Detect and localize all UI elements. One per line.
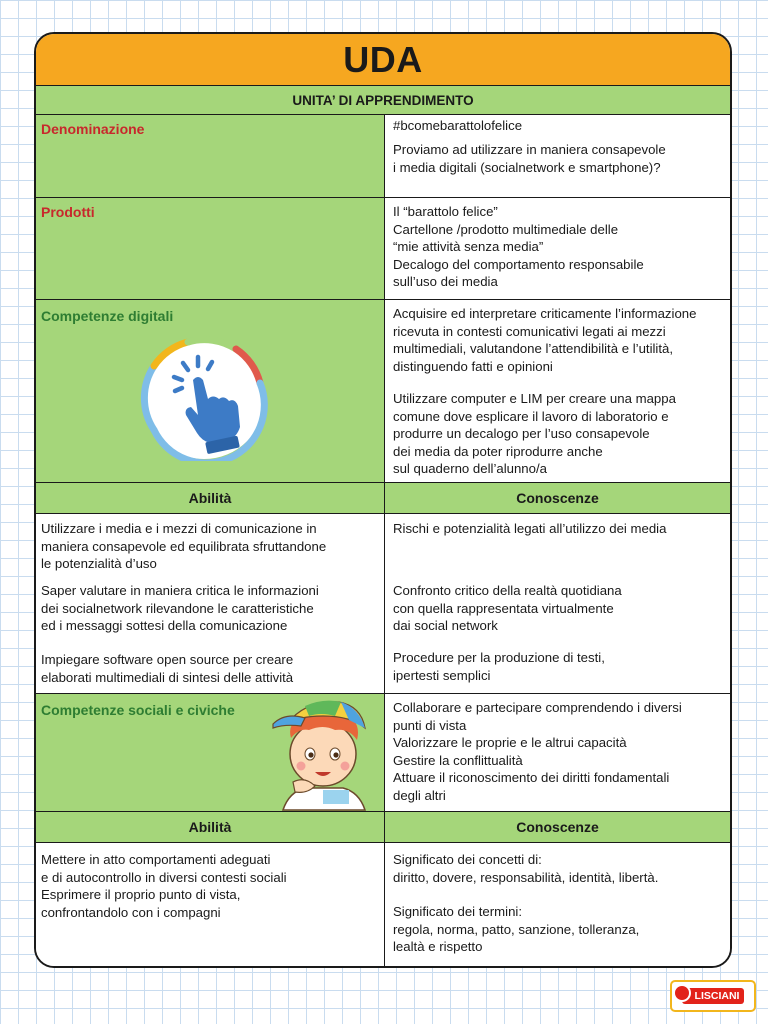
competenze-digitali-text-1: Acquisire ed interpretare criticamente l’informazione ricevuta in contesti comunicativi legati ai mezzi multimediali, valutandone l’attendibilità e l’utilità, distinguendo fatti e opinioni	[393, 306, 697, 374]
competenze-sociali-text: Collaborare e partecipare comprendendo i diversi punti di vista Valorizzare le proprie e le altrui capacità Gestire la conflittualità Attuare il riconoscimento dei diritti fondamentali degli altri	[393, 700, 682, 803]
abilita-item-3: Impiegare software open source per creare elaborati multimediali di sintesi delle attività	[41, 652, 294, 685]
competenze-sociali-content-cell	[385, 694, 730, 811]
abilita-header-1: Abilità	[36, 483, 385, 513]
row-denominazione	[36, 114, 730, 197]
lisciani-logo	[670, 980, 756, 1012]
logo-ball-icon	[673, 984, 691, 1002]
header-row-2	[36, 811, 730, 842]
conoscenze-item-1: Rischi e potenzialità legati all’utilizzo dei media	[393, 521, 667, 536]
prodotti-label: Prodotti	[41, 204, 95, 220]
competenze-digitali-label-cell	[36, 300, 385, 482]
abilita-2-text: Mettere in atto comportamenti adeguati e di autocontrollo in diversi contesti sociali Esprimere il proprio punto di vista, confrontandolo con i compagni	[41, 852, 287, 920]
page-subtitle: UNITA’ DI APPRENDIMENTO	[292, 92, 474, 108]
row-abilita-conoscenze-2	[36, 842, 730, 968]
hand-pointer-icon	[136, 335, 272, 461]
subtitle-bar	[36, 85, 730, 114]
abilita-header-2: Abilità	[36, 812, 385, 842]
header-row-1	[36, 482, 730, 513]
competenze-digitali-label: Competenze digitali	[41, 308, 174, 324]
denominazione-content-cell	[385, 115, 730, 197]
row-abilita-conoscenze-1	[36, 513, 730, 693]
page-title: UDA	[343, 38, 423, 80]
competenze-sociali-label-cell	[36, 694, 385, 811]
prodotti-content-cell	[385, 198, 730, 299]
conoscenze-cell-1	[385, 514, 730, 693]
denominazione-question: Proviamo ad utilizzare in maniera consapevole i media digitali (socialnetwork e smartphone)?	[393, 142, 666, 175]
conoscenze-cell-2	[385, 843, 730, 968]
conoscenze-item-3: Procedure per la produzione di testi, ipertesti semplici	[393, 650, 605, 683]
row-prodotti	[36, 197, 730, 299]
abilita-cell-2	[36, 843, 385, 968]
child-cap-illustration	[265, 694, 377, 812]
logo-text: LISCIANI	[694, 990, 740, 1002]
conoscenze-2-text-1: Significato dei concetti di: diritto, dovere, responsabilità, identità, libertà.	[393, 852, 659, 885]
conoscenze-header-2: Conoscenze	[385, 812, 730, 842]
prodotti-text: Il “barattolo felice” Cartellone /prodotto multimediale delle “mie attività senza media” Decalogo del comportamento responsabile sull’uso dei media	[393, 204, 644, 289]
denominazione-label: Denominazione	[41, 121, 145, 137]
denominazione-hashtag: #bcomebarattolofelice	[393, 118, 523, 133]
abilita-cell-1	[36, 514, 385, 693]
row-competenze-digitali	[36, 299, 730, 482]
conoscenze-item-2: Confronto critico della realtà quotidiana con quella rappresentata virtualmente dai social network	[393, 583, 622, 633]
competenze-digitali-text-2: Utilizzare computer e LIM per creare una mappa comune dove esplicare il lavoro di laboratorio e produrre un decalogo per l’uso consapevole dei media da poter riprodurre anche sul quaderno dell’alunno/a	[393, 391, 676, 476]
row-competenze-sociali	[36, 693, 730, 811]
denominazione-label-cell	[36, 115, 385, 197]
uda-card	[34, 32, 732, 968]
conoscenze-header-1: Conoscenze	[385, 483, 730, 513]
conoscenze-2-text-2: Significato dei termini: regola, norma, patto, sanzione, tolleranza, lealtà e rispetto	[393, 904, 640, 954]
prodotti-label-cell	[36, 198, 385, 299]
abilita-item-2: Saper valutare in maniera critica le informazioni dei socialnetwork rilevandone le caratteristiche ed i messaggi sottesi della comunicazione	[41, 583, 319, 633]
competenze-digitali-content-cell	[385, 300, 730, 482]
title-bar	[36, 34, 730, 85]
competenze-sociali-label: Competenze sociali e civiche	[41, 702, 235, 718]
abilita-item-1: Utilizzare i media e i mezzi di comunicazione in maniera consapevole ed equilibrata sfruttandone le potenzialità d’uso	[41, 521, 327, 571]
